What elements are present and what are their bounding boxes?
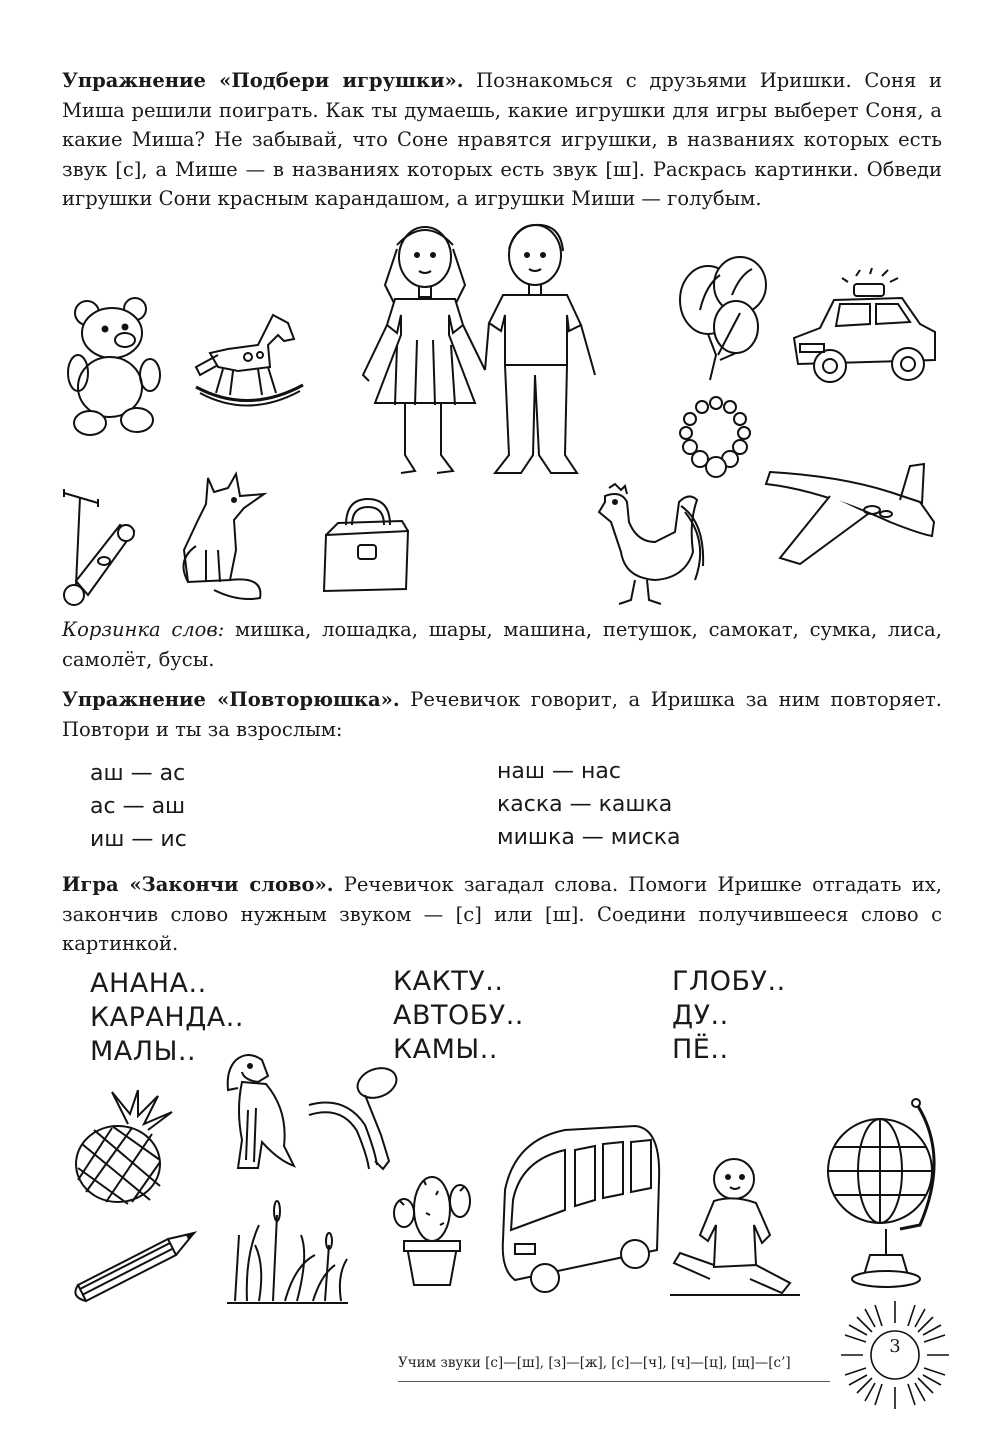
handbag-picture: [318, 495, 413, 595]
word-basket-words: мишка, лошадка, шары, машина, петушок, самокат, сумка, лиса, самолёт, бусы.: [62, 618, 942, 671]
toy-car-picture: [790, 268, 940, 398]
word-pair: мишка — миска: [497, 825, 681, 850]
incomplete-word: АВТОБУ..: [393, 1000, 524, 1031]
pencil-picture: [68, 1225, 198, 1305]
shower-picture: [305, 1065, 405, 1175]
syllable-pair: ас — аш: [90, 794, 186, 819]
exercise-1-text: Познакомься с друзьями Иришки. Соня и Миша решили поиграть. Как ты думаешь, какие игрушки для игры выберет Соня, а какие Миша? Не забывай, что Соне нравятся игрушки, в названиях которых есть звук [с], а Мише — в названиях которых есть звук [ш]. Раскрась картинки. Обведи игрушки Сони красным карандашом, а игрушки Миши — голубым.: [62, 69, 942, 210]
word-pair: каска — кашка: [497, 792, 673, 817]
incomplete-word: КАРАНДА..: [90, 1002, 244, 1033]
pineapple-picture: [72, 1090, 182, 1205]
syllable-pair: иш — ис: [90, 827, 187, 852]
exercise-2-text: Речевичок говорит, а Иришка за ним повторяет. Повтори и ты за взрослым:: [62, 688, 942, 741]
girl-and-boy-picture: [345, 215, 610, 485]
teddy-bear-picture: [65, 295, 165, 440]
fox-picture: [178, 470, 268, 605]
incomplete-word: ДУ..: [672, 1000, 729, 1031]
exercise-1-paragraph: [62, 66, 942, 214]
rocking-horse-picture: [188, 305, 308, 415]
rooster-picture: [585, 482, 715, 607]
word-pair: наш — нас: [497, 759, 621, 784]
footer-divider: [398, 1381, 830, 1382]
game-text: Речевичок загадал слова. Помоги Иришке отгадать их, закончив слово нужным звуком — [с] или [ш]. Соедини получившееся слово с картинкой.: [62, 873, 942, 955]
airplane-picture: [760, 462, 940, 582]
word-basket-label: Корзинка слов:: [62, 618, 225, 641]
beads-picture: [676, 395, 756, 480]
incomplete-word: АНАНА..: [90, 968, 207, 999]
cactus-picture: [390, 1165, 475, 1290]
game-paragraph: [62, 870, 942, 959]
page-number: 3: [889, 1336, 901, 1357]
reeds-picture: [225, 1195, 350, 1305]
incomplete-word: МАЛЫ..: [90, 1036, 197, 1067]
exercise-2-paragraph: [62, 685, 942, 744]
exercise-1-title: Упражнение «Подбери игрушки».: [62, 69, 464, 92]
game-title: Игра «Закончи слово».: [62, 873, 334, 896]
footer-caption: Учим звуки [с]—[ш], [з]—[ж], [с]—[ч], [ч]—[ц], [щ]—[с’]: [398, 1355, 791, 1371]
incomplete-word: ГЛОБУ..: [672, 966, 786, 997]
globe-picture: [820, 1095, 945, 1290]
bus-picture: [495, 1120, 665, 1295]
incomplete-word: ПЁ..: [672, 1034, 729, 1065]
word-basket-paragraph: [62, 615, 942, 674]
balloons-picture: [670, 255, 775, 390]
incomplete-word: КАКТУ..: [393, 966, 504, 997]
scooter-picture: [58, 485, 138, 610]
dog-picture: [218, 1050, 298, 1175]
incomplete-word: КАМЫ..: [393, 1034, 498, 1065]
baby-picture: [670, 1155, 800, 1300]
exercise-2-title: Упражнение «Повторюшка».: [62, 688, 400, 711]
syllable-pair: аш — ас: [90, 761, 186, 786]
